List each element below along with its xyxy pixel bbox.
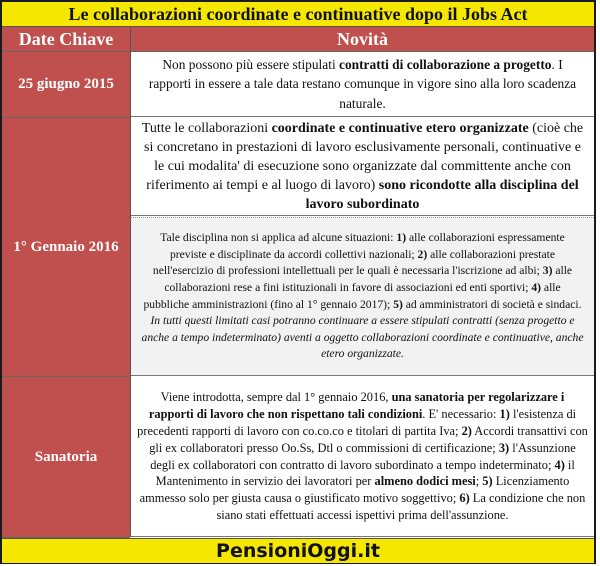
news-cell-sanatoria — [131, 377, 594, 537]
news-text: Non possono più essere stipulati contratti di collaborazione a progetto. I rapporti in essere a tale data restano comunque in vigore sino alla loro scadenza naturale. — [148, 56, 577, 111]
column-header-news: Novità — [131, 27, 594, 52]
date-cell-june-2015: 25 giugno 2015 — [2, 52, 130, 118]
sanatoria-text: Viene introdotta, sempre dal 1° gennaio 2016, una sanatoria per regolarizzare i rapporti di lavoro che non rispettano tali condizioni. E' necessario: 1) l'esistenza di precedenti rapporti di lavoro con co.co.co e titolari di partita Iva; 2) Accordi transattivi con gli ex collaboratori presso Oo.Ss, Dtl o commissioni di certificazione; 3) l'Assunzione degli ex collaboratori con contratto di lavoro subordinato a tempo indeterminato; 4) il Mantenimento in servizio dei lavoratori per almeno dodici mesi; 5) Licenziamento ammesso solo per giusta causa o giustificato motivo soggettivo; 6) La condizione che non siano stati effettuati accessi ispettivi prima dell'assunzione. — [137, 390, 588, 522]
news-text: Tutte le collaborazioni coordinate e continuative etero organizzate (cioè che si concretano in prestazioni di lavoro esclusivamente personali, continuative e le cui modalita' di esecuzione sono organizzate dal committente anche con riferimento ai tempi e al luogo di lavoro) sono ricondotte alla disciplina del lavoro subordinato — [141, 121, 584, 212]
exceptions-text: Tale disciplina non si applica ad alcune situazioni: 1) alle collaborazioni espressamente previste e disciplinate da accordi collettivi nazionali; 2) alle collaborazioni prestate nell'esercizio di professioni intellettuali per le quali è necessaria l'iscrizione ad albi; 3) alle collaborazioni rese a fini istituzionali in favore di associazioni ed enti sportivi; 4) alle pubbliche amministrazioni (fino al 1° gennaio 2017); 5) ad amministratori di società e sindaci. In tutti questi limitati casi potranno continuare a essere stipulati contratti (senza progetto e anche a tempo indeterminato) aventi a oggetto collaborazioni coordinate e continuative, anche etero organizzate. — [141, 231, 584, 361]
date-cell-january-2016: 1° Gennaio 2016 — [2, 118, 130, 377]
table-title: Le collaborazioni coordinate e continuative dopo il Jobs Act — [2, 2, 594, 27]
exceptions-note-cell — [131, 217, 594, 376]
news-cell-january-2016 — [131, 118, 594, 216]
column-header-date: Date Chiave — [2, 27, 130, 52]
footer-brand: PensioniOggi.it — [2, 538, 594, 563]
date-cell-sanatoria: Sanatoria — [2, 377, 130, 538]
news-cell-june-2015 — [131, 52, 594, 117]
